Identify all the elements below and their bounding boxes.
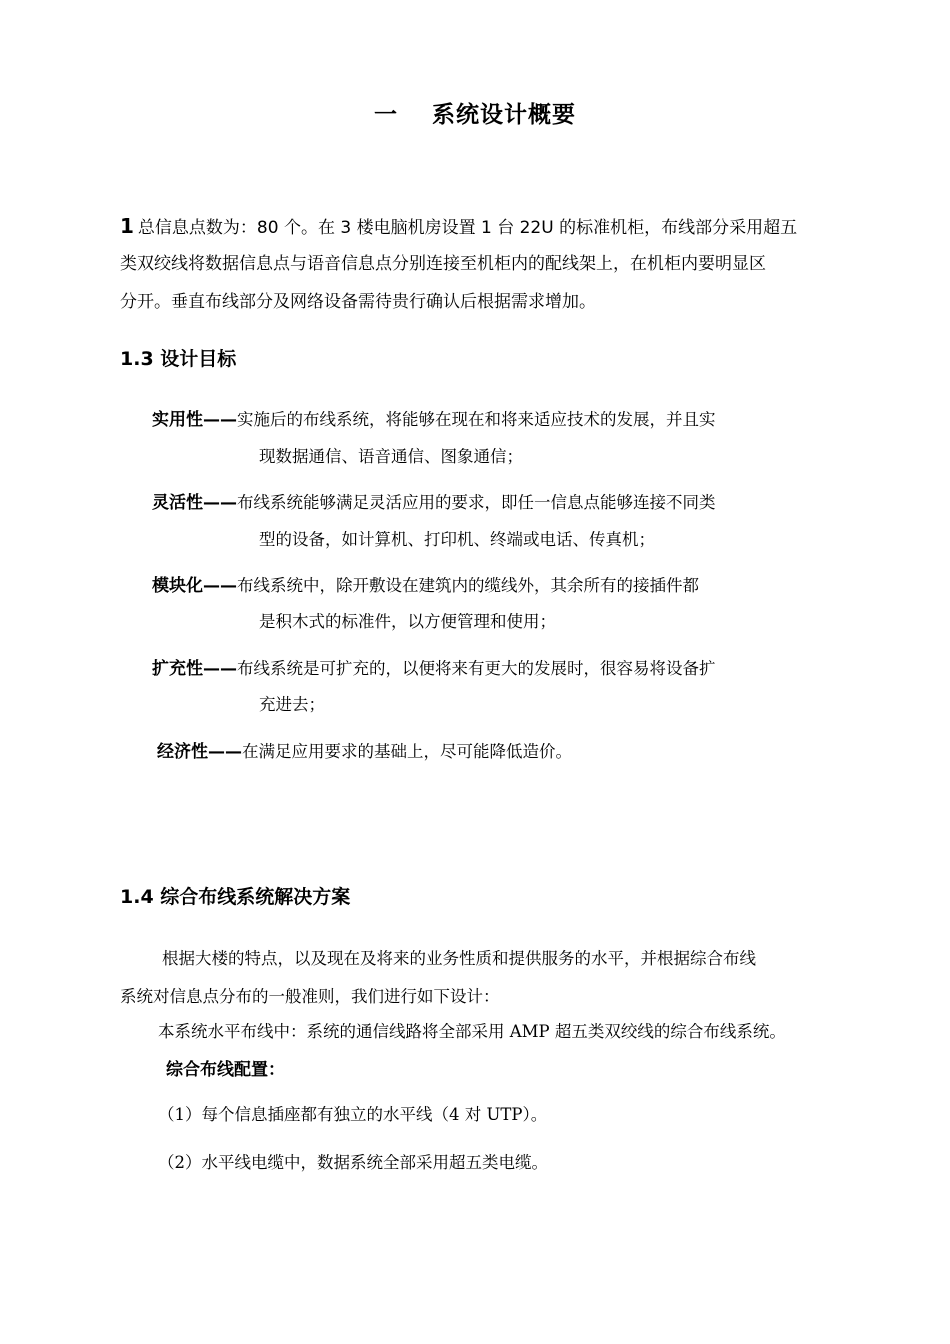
title-text: 系统设计概要 bbox=[432, 102, 576, 128]
goal-text: 布线系统能够满足灵活应用的要求，即任一信息点能够连接不同类 bbox=[237, 493, 716, 512]
page-title bbox=[0, 96, 950, 129]
goal-label: 模块化—— bbox=[152, 576, 237, 596]
section1-line-2: 类双绞线将数据信息点与语音信息点分别连接至机柜内的配线架上，在机柜内要明显区 bbox=[120, 254, 766, 274]
goal-modularity bbox=[152, 571, 699, 596]
config-item-1: （1）每个信息插座都有独立的水平线（4 对 UTP）。 bbox=[158, 1105, 548, 1124]
goal-practicality-cont: 现数据通信、语音通信、图象通信； bbox=[259, 447, 523, 466]
goal-label: 灵活性—— bbox=[152, 493, 237, 513]
config-heading: 综合布线配置： bbox=[166, 1060, 285, 1080]
goal-economy bbox=[157, 737, 572, 762]
config-item-2: （2）水平线电缆中，数据系统全部采用超五类电缆。 bbox=[158, 1153, 548, 1172]
goal-text: 实施后的布线系统，将能够在现在和将来适应技术的发展，并且实 bbox=[237, 410, 716, 429]
section14-heading: 1.4 综合布线系统解决方案 bbox=[120, 886, 351, 908]
section14-horizontal: 本系统水平布线中：系统的通信线路将全部采用 AMP 超五类双绞线的综合布线系统。 bbox=[158, 1022, 786, 1041]
goal-label: 经济性—— bbox=[157, 742, 242, 762]
section1-line-1: 1 总信息点数为：80 个。在 3 楼电脑机房设置 1 台 22U 的标准机柜，布线部分采用超五 bbox=[120, 214, 798, 238]
goal-practicality bbox=[152, 405, 716, 430]
goal-text: 布线系统是可扩充的，以便将来有更大的发展时，很容易将设备扩 bbox=[237, 659, 716, 678]
goal-modularity-cont: 是积木式的标准件，以方便管理和使用； bbox=[259, 612, 556, 631]
goal-expandability-cont: 充进去； bbox=[259, 695, 325, 714]
section1-number: 1 bbox=[120, 214, 134, 238]
section13-heading: 1.3 设计目标 bbox=[120, 348, 237, 370]
goal-expandability bbox=[152, 654, 716, 679]
goal-label: 实用性—— bbox=[152, 410, 237, 430]
goal-text: 在满足应用要求的基础上，尽可能降低造价。 bbox=[242, 742, 572, 761]
goal-label: 扩充性—— bbox=[152, 659, 237, 679]
section1-line-3: 分开。垂直布线部分及网络设备需待贵行确认后根据需求增加。 bbox=[120, 292, 596, 312]
goal-text: 布线系统中，除开敷设在建筑内的缆线外，其余所有的接插件都 bbox=[237, 576, 699, 595]
section14-intro-line-1: 根据大楼的特点，以及现在及将来的业务性质和提供服务的水平，并根据综合布线 bbox=[162, 949, 756, 968]
goal-flexibility-cont: 型的设备，如计算机、打印机、终端或电话、传真机； bbox=[259, 530, 655, 549]
goal-flexibility bbox=[152, 488, 716, 513]
title-number: 一 bbox=[374, 102, 398, 128]
section14-intro-line-2: 系统对信息点分布的一般准则，我们进行如下设计： bbox=[120, 987, 500, 1006]
